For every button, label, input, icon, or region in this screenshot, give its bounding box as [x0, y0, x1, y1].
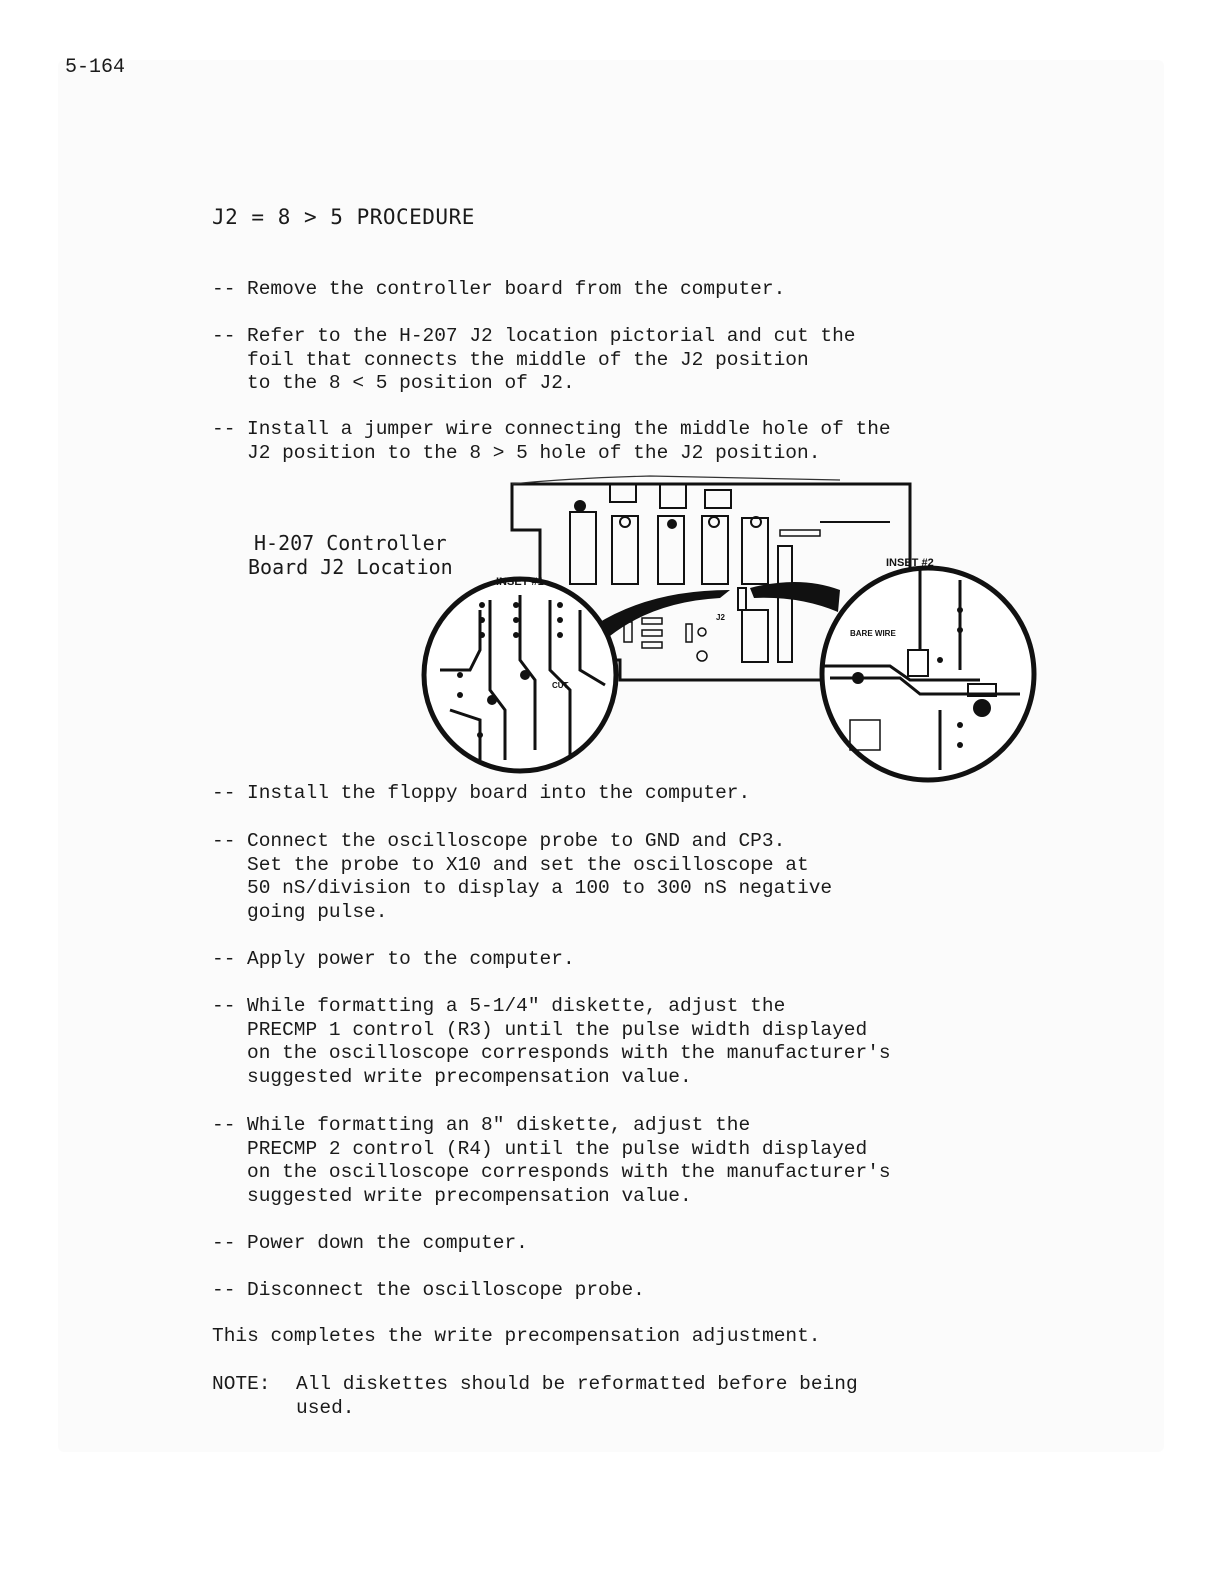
- pot: [709, 517, 719, 527]
- magnify-wedge-right: [750, 582, 840, 612]
- step-connect-probe: [212, 830, 832, 924]
- step-install-floppy-board: [212, 782, 750, 806]
- step-cut-foil: [212, 325, 856, 396]
- j2-label: J2: [716, 613, 725, 622]
- procedure-title: J2 = 8 > 5 PROCEDURE: [212, 205, 475, 229]
- step-dash: --: [212, 948, 236, 970]
- socket: [705, 490, 731, 508]
- component: [780, 530, 820, 536]
- inset-2-label: INSET #2: [886, 557, 934, 569]
- step-dash: --: [212, 995, 236, 1017]
- step-install-jumper: [212, 418, 891, 465]
- component: [698, 628, 706, 636]
- step-disconnect-probe: [212, 1279, 645, 1303]
- ic-chip: [742, 610, 768, 662]
- component: [697, 651, 707, 661]
- ic-chip: [778, 546, 792, 662]
- component: [686, 624, 692, 642]
- note-text: All diskettes should be reformatted before being used.: [296, 1373, 858, 1419]
- step-dash: --: [212, 830, 236, 852]
- step-text: Disconnect the oscilloscope probe.: [247, 1279, 645, 1301]
- solder-point: [973, 699, 991, 717]
- resistor: [642, 642, 662, 648]
- inset-1-label: INSET #1: [496, 576, 544, 588]
- note-block: [212, 1373, 858, 1420]
- step-text: Connect the oscilloscope probe to GND and CP3. Set the probe to X10 and set the oscilloscope at 50 nS/division to display a 100 to 300 nS negative going pulse.: [247, 830, 833, 923]
- step-dash: --: [212, 1279, 236, 1301]
- step-text: Remove the controller board from the computer.: [247, 278, 786, 300]
- resistor: [642, 618, 662, 624]
- step-power-down: [212, 1232, 528, 1256]
- step-text: While formatting a 5-1/4" diskette, adjust the PRECMP 1 control (R3) until the pulse width displayed on the oscilloscope corresponds with the manufacturer's suggested write precompensation value.: [247, 995, 891, 1088]
- cut-label: CUT: [552, 681, 569, 690]
- bare-wire-label: BARE WIRE: [850, 629, 896, 638]
- page-number: 5-164: [65, 56, 126, 79]
- step-text: Install the floppy board into the computer.: [247, 782, 751, 804]
- step-text: While formatting an 8" diskette, adjust the PRECMP 2 control (R4) until the pulse width displayed on the oscilloscope corresponds with the manufacturer's suggested write precompensation value.: [247, 1114, 891, 1207]
- pot: [574, 500, 586, 512]
- socket: [660, 484, 686, 508]
- figure-caption: H-207 Controller Board J2 Location: [248, 531, 453, 579]
- socket: [610, 484, 636, 502]
- step-adjust-precmp1: [212, 995, 891, 1089]
- step-text: Install a jumper wire connecting the middle hole of the J2 position to the 8 > 5 hole of the J2 position.: [247, 418, 891, 464]
- step-text: Refer to the H-207 J2 location pictorial and cut the foil that connects the middle of the J2 position to the 8 < 5 position of J2.: [247, 325, 856, 394]
- step-dash: --: [212, 782, 236, 804]
- step-adjust-precmp2: [212, 1114, 891, 1208]
- solder-point: [852, 672, 864, 684]
- pot: [667, 519, 677, 529]
- step-dash: --: [212, 418, 236, 440]
- step-text: Power down the computer.: [247, 1232, 528, 1254]
- ic-chip: [570, 512, 596, 584]
- step-text: Apply power to the computer.: [247, 948, 575, 970]
- completion-statement: This completes the write precompensation adjustment.: [212, 1325, 821, 1347]
- step-dash: --: [212, 278, 236, 300]
- step-dash: --: [212, 1232, 236, 1254]
- step-dash: --: [212, 325, 236, 347]
- note-label: NOTE:: [212, 1373, 271, 1395]
- step-apply-power: [212, 948, 575, 972]
- pot: [620, 517, 630, 527]
- j2-header: [738, 588, 746, 610]
- step-dash: --: [212, 1114, 236, 1136]
- step-remove-board: [212, 278, 785, 302]
- controller-board-figure: [420, 470, 1040, 790]
- resistor: [642, 630, 662, 636]
